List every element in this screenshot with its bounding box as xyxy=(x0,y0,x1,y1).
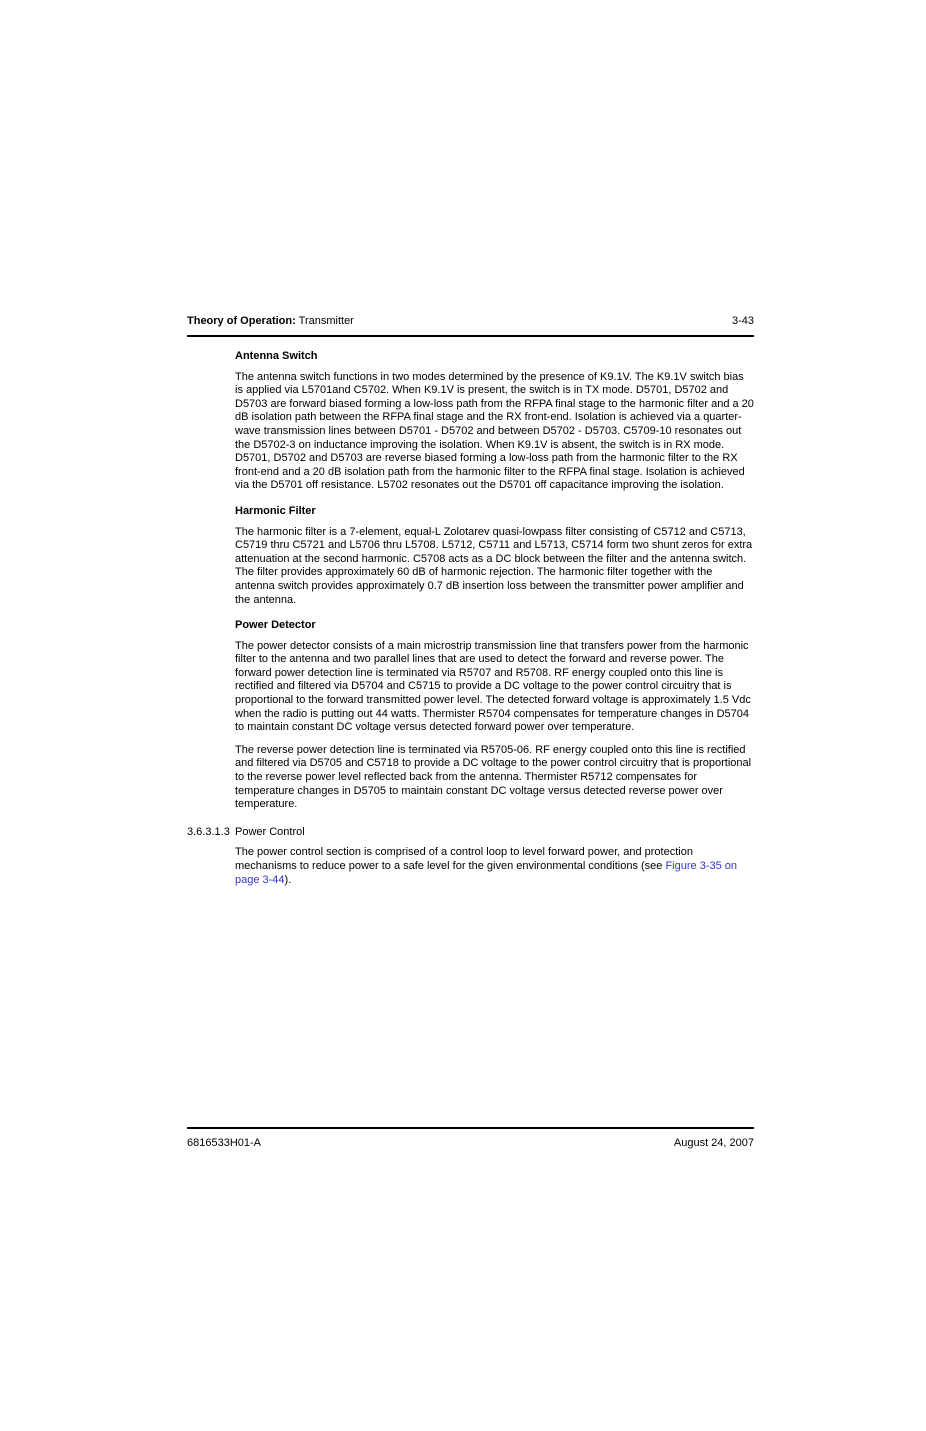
page-header xyxy=(187,315,754,337)
section-heading-harmonic-filter: Harmonic Filter xyxy=(235,504,316,517)
body-paragraph: The harmonic filter is a 7-element, equal-L Zolotarev quasi-lowpass filter consisting of C5712 and C5713, C5719 thru C5721 and L5706 thru L5708. L5712, C5711 and L5713, C5714 form two shunt zeros for extra attenuation at the second harmonic. C5708 acts as a DC block between the filter and the antenna switch. The filter provides approximately 60 dB of harmonic rejection. The harmonic filter together with the antenna switch provides approximately 0.7 dB insertion loss between the transmitter power amplifier and the antenna. xyxy=(235,525,753,606)
paragraph-text-post: ). xyxy=(284,873,292,886)
paragraph-text-pre: The power control section is comprised of a control loop to level forward power, and protection mechanisms to reduce power to a safe level for the given environmental conditions (see xyxy=(235,846,693,872)
page-number: 3-43 xyxy=(731,315,754,327)
section-heading-power-detector: Power Detector xyxy=(235,619,316,632)
figure-link[interactable]: Figure 3-35 on page 3-44 xyxy=(235,860,737,886)
header-title-regular: Transmitter xyxy=(295,315,354,327)
page-footer xyxy=(187,1127,754,1149)
body-paragraph: The power detector consists of a main microstrip transmission line that transfers power from the harmonic filter to the antenna and two parallel lines that are used to detect the forward and reverse power. The forward power detection line is terminated via R5707 and R5708. RF energy coupled onto this line is rectified and filtered via D5704 and C5715 to provide a DC voltage to the power control circuitry that is proportional to the forward transmitted power level. The detected forward voltage is approximately 1.5 Vdc when the radio is putting out 44 watts. Thermister R5704 compensates for temperature changes in D5704 to maintain constant DC voltage versus detected forward power over temperature. xyxy=(235,639,751,734)
section-number: 3.6.3.1.3 xyxy=(187,825,230,838)
body-paragraph: The reverse power detection line is terminated via R5705-06. RF energy coupled onto this line is rectified and filtered via D5705 and C5718 to provide a DC voltage to the power control circuitry that is proportional to the reverse power level reflected back from the antenna. Thermister R5712 compensates for temperature changes in D5705 to maintain constant DC voltage versus detected reverse power over temperature. xyxy=(235,743,752,811)
header-title xyxy=(187,315,354,327)
section-title: Power Control xyxy=(235,825,305,838)
footer-document-number: 6816533H01-A xyxy=(187,1137,262,1149)
power-control-paragraph xyxy=(235,846,754,887)
body-paragraph: The antenna switch functions in two modes determined by the presence of K9.1V. The K9.1V switch bias is applied via L5701and C5702. When K9.1V is present, the switch is in TX mode. D5701, D5702 and D5703 are forward biased forming a low-loss path from the RFPA final stage to the harmonic filter and a 20 dB isolation path between the RFPA final stage and the RX front-end. Isolation is achieved via a quarter-wave transmission lines between D5701 - D5702 and between D5702 - D5703. C5709-10 resonates out the D5702-3 on inductance improving the isolation. When K9.1V is absent, the switch is in RX mode. D5701, D5702 and D5703 are reverse biased forming a low-loss path from the harmonic filter to the RX front-end and a 20 dB isolation path from the harmonic filter to the RFPA final stage. Isolation is achieved via the D5701 off resistance. L5702 resonates out the D5701 off capacitance improving the isolation. xyxy=(235,370,754,492)
page-content xyxy=(187,350,754,896)
footer-date: August 24, 2007 xyxy=(673,1137,754,1149)
section-heading-antenna-switch: Antenna Switch xyxy=(235,350,318,362)
numbered-section-heading xyxy=(187,826,754,840)
header-title-bold: Theory of Operation: xyxy=(187,315,296,327)
